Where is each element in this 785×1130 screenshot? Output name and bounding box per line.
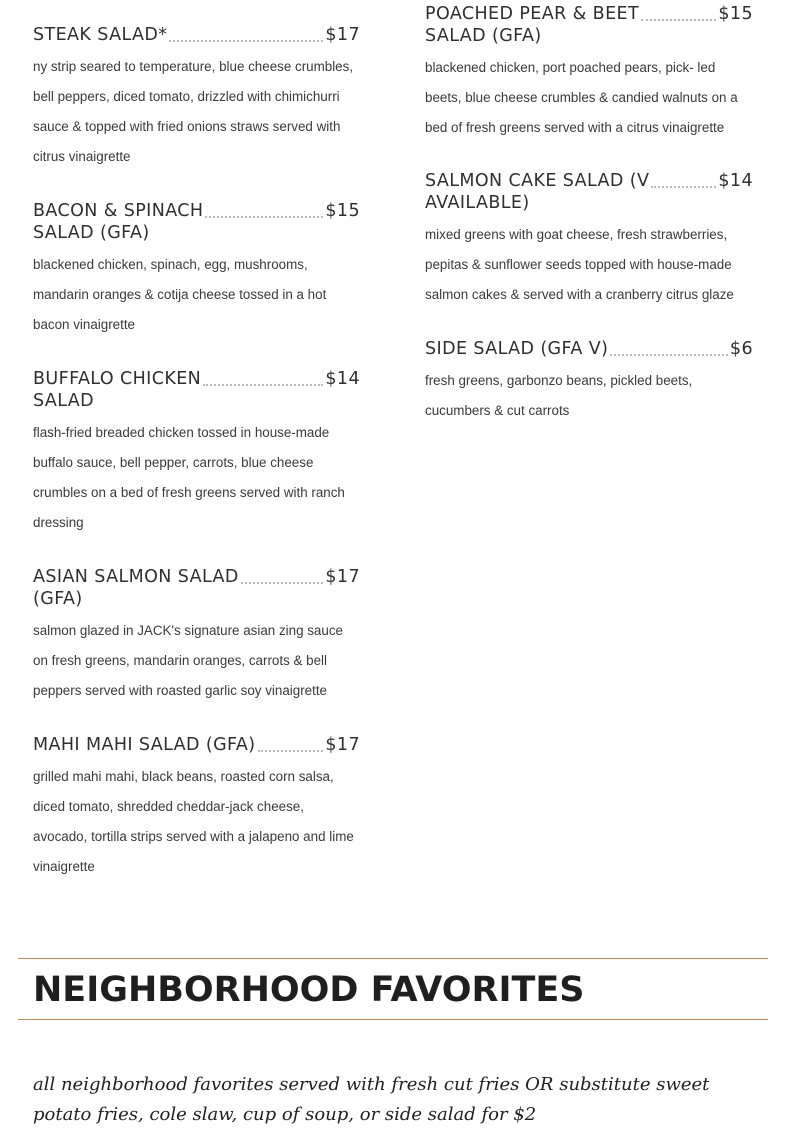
menu-item-header — [33, 24, 360, 46]
menu-item-description: fresh greens, garbonzo beans, pickled beets, cucumbers & cut carrots — [425, 373, 693, 418]
menu-item — [425, 338, 753, 426]
menu-item-description: ny strip seared to temperature, blue cheese crumbles, bell peppers, diced tomato, drizzled with chimichurri sauce & topped with fried onions straws served with citrus vinaigrette — [33, 59, 354, 164]
menu-item-price: $17 — [325, 735, 360, 755]
menu-item-price: $15 — [718, 4, 753, 24]
dot-leader — [258, 749, 324, 752]
dot-leader — [641, 18, 716, 21]
menu-item-name: ASIAN SALMON SALAD — [33, 567, 239, 587]
menu-item-description: salmon glazed in JACK's signature asian zing sauce on fresh greens, mandarin oranges, carrots & bell peppers served with roasted garlic soy vinaigrette — [33, 623, 343, 698]
dot-leader — [203, 383, 323, 386]
menu-item-name-continued: AVAILABLE) — [425, 193, 530, 213]
menu-item-name-continued: (GFA) — [33, 589, 83, 609]
menu-item-description: grilled mahi mahi, black beans, roasted corn salsa, diced tomato, shredded cheddar-jack cheese, avocado, tortilla strips served with a jalapeno and lime vinaigrette — [33, 769, 354, 874]
menu-item-name: POACHED PEAR & BEET — [425, 4, 640, 24]
menu-item-name-continued: SALAD — [33, 391, 95, 411]
menu-item — [33, 368, 360, 538]
menu-item-name: MAHI MAHI SALAD (GFA) — [33, 735, 256, 755]
dot-leader — [241, 581, 324, 584]
section-title: NEIGHBORHOOD FAVORITES — [33, 970, 585, 1010]
menu-item-price: $17 — [325, 25, 360, 45]
menu-item-name-continued: SALAD (GFA) — [33, 223, 150, 243]
menu-item-description: blackened chicken, port poached pears, pick- led beets, blue cheese crumbles & candied walnuts on a bed of fresh greens served with a citrus vinaigrette — [425, 60, 738, 135]
section-bottom-rule — [18, 1019, 768, 1020]
menu-item-description: blackened chicken, spinach, egg, mushrooms, mandarin oranges & cotija cheese tossed in a hot bacon vinaigrette — [33, 257, 327, 332]
menu-item-description: flash-fried breaded chicken tossed in house-made buffalo sauce, bell pepper, carrots, blue cheese crumbles on a bed of fresh greens served with ranch dressing — [33, 425, 345, 530]
menu-item — [33, 734, 360, 882]
dot-leader — [169, 39, 323, 42]
menu-item-header — [33, 734, 360, 756]
section-note: all neighborhood favorites served with fresh cut fries OR substitute sweet potato fries, cole slaw, cup of soup, or side salad for $2 — [33, 1074, 710, 1125]
menu-item-price: $14 — [718, 171, 753, 191]
menu-item-name: BUFFALO CHICKEN — [33, 369, 202, 389]
menu-item-header — [33, 368, 360, 412]
menu-item-price: $14 — [325, 369, 360, 389]
menu-item-name: SIDE SALAD (GFA V) — [425, 339, 609, 359]
dot-leader — [610, 353, 728, 356]
dot-leader — [205, 215, 323, 218]
menu-item — [425, 3, 753, 143]
menu-item-name-continued: SALAD (GFA) — [425, 26, 542, 46]
menu-item-price: $15 — [325, 201, 360, 221]
menu-item-header — [33, 566, 360, 610]
menu-item — [33, 200, 360, 340]
menu-item-header — [425, 338, 753, 360]
menu-item-header — [425, 3, 753, 47]
menu-item-price: $17 — [325, 567, 360, 587]
menu-item-price: $6 — [729, 339, 753, 359]
menu-item-description: mixed greens with goat cheese, fresh strawberries, pepitas & sunflower seeds topped with house-made salmon cakes & served with a cranberry citrus glaze — [425, 227, 734, 302]
menu-item-name: BACON & SPINACH — [33, 201, 204, 221]
menu-item — [33, 24, 360, 172]
menu-item-name: STEAK SALAD* — [33, 25, 168, 45]
menu-item-header — [425, 170, 753, 214]
menu-item — [425, 170, 753, 310]
menu-item-header — [33, 200, 360, 244]
menu-item-name: SALMON CAKE SALAD (V — [425, 171, 650, 191]
section-top-rule — [18, 958, 768, 959]
dot-leader — [651, 185, 716, 188]
menu-item — [33, 566, 360, 706]
